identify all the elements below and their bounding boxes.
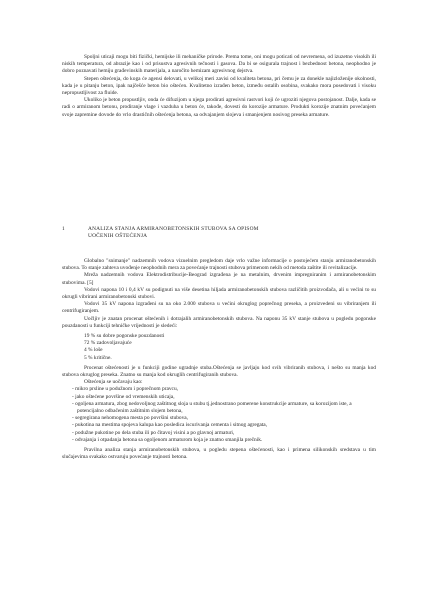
list-item: - ogoljena armatura, zbog nedovoljnog zaštitnog sloja u stubu tj.jednostrano pomerene konstrukcije armature, sa korozijom iste, a potencijalno odbačenim zaštitnim slojem betona,: [72, 400, 352, 415]
intro-paragraph-3: Ukoliko je beton propustljiv, onda će difuzijom u njega prodirati agresivni rastvori koji će ugroziti njegova postojanost. Dalje, kada se radi o armiranom betonu, prodiranje vlage i vazduha u beton će, takođe, dovesti do korozije armature. Produkti korozije znatnim povećanjem svoje zapremine dovode do vrlo drastičnih oštećenja betona, sa odvajanjem slojeva i smanjenjem nosivog preseka armature.: [62, 97, 376, 118]
reliability-list: [62, 333, 376, 362]
body-section: [62, 258, 376, 461]
list-item: - odvajanja i otpadanja betona sa ogoljenom armaturom koja je znatno smanjila prečnik.: [72, 436, 263, 443]
body-paragraph-6: Procenat oštećenosti je u funkciji godine ugradnje stuba.Oštećenja se javljaju kod svih vibriranih stubova, i nešto su manja kod stubova okruglog preseka. Znatno su manja kod okruglih centrifugiranih stubova.: [62, 364, 376, 379]
list-item: 5 % kritične.: [84, 354, 112, 361]
list-item: 4 % loše: [84, 347, 103, 354]
list-item: 72 % zadovoljavajuće: [84, 340, 132, 347]
body-paragraph-3: Vodovi napona 10 i 0,4 kV su podignuti na više desetina hiljada armiranobetonskih stubova različitih proizvođača, ali u većini to su okrugli vibrirani armiranobetonski stubovi.: [62, 286, 376, 301]
section-number: 1: [62, 226, 65, 232]
list-item: - segregirana nehomogena mesta po površini stubova,: [72, 415, 189, 422]
body-paragraph-2: Mreža nadzemnih vodova Elektrodistribucije-Beograd izgrađena je na metalnim, drvenim impregniranim i armiranobetonskim stubovima. [5]: [62, 272, 376, 286]
section-heading: [62, 226, 376, 240]
list-item: - jako oštećene površine od vremenskih uticaja,: [72, 393, 175, 400]
body-paragraph-4: Vodovi 35 kV napona izgrađeni su na oko 2.000 stubova u većini okruglog poprečnog preseka, a proizvedeni su vibriranjem ili centrifugiranjem.: [62, 301, 376, 315]
intro-paragraph-1: Spoljni uticaji mogu biti fizički, hemijske ili mehaničke prirode. Prema tome, oni mogu poticati od nevremena, od izuzetno visokih ili niskih temperatura, od abrazije kao i od prisustva agresivnih tečnosti i gasova. Da bi se osigurala trajnost i bezbednost betona, neophodno je dobro poznavati hemiju građevinskih materijala, a naročito hemizam agresivnog dejstva.: [62, 54, 376, 75]
section-title-line-1: ANALIZA STANJA ARMIRANOBETONSKIH STUBOVA SA OPISOM: [88, 226, 259, 232]
body-paragraph-1: Globalno "snimanje" nadzemnih vodova vizuelnim pregledom daje vrlo važne informacije o postojećem stanju armiranobetonskih stubova. To stanje zahteva uvođenje neophodnih mera za povećanje trajnosti stubova primenom nekih od metoda zaštite ili revitalizacije.: [62, 258, 376, 272]
list-item: - podužne pukotine po dela stuba ili po čitavoj visini a po glavnoj armaturi,: [72, 429, 235, 436]
body-paragraph-5: Uočljiv je znatan procenat oštećenih i dotrajalih armiranobetonskih stubova. Na naponu 35 kV stanje stubova u pogledu pogonske pouzdanosti u funkciji tehničke vrijednosti je sledeći:: [62, 315, 376, 329]
list-item: - mikro prsline u podužnom i poprečnom pravcu,: [72, 386, 178, 393]
intro-paragraph-2: Stepen oštećenja, do koga će agensi delovati, u velikoj meri zavisi od kvaliteta betona, pri čemu je za donekle najizloženije okolnosti, kada je u pitanju beton, ipak najčešće beton bio oštećen. Kvalitetno izrađen beton, između ostalih osobina, svakako mora posedovati i visoku nepropustljivost za fluide.: [62, 75, 376, 97]
section-title-line-2: UOČENIH OŠTEĆENJA: [88, 233, 148, 240]
list-item: - pukotina na mestima spojeva kalupa kao posledica iscurivanja cementa i sitnog agregata,: [72, 422, 268, 429]
damage-list: [62, 386, 376, 444]
intro-section: [62, 54, 376, 119]
body-paragraph-7: Oštećenja se uočavaju kao:: [84, 379, 143, 386]
list-item: 19 % su dobre pogonske pouzdanosti: [84, 333, 165, 340]
body-paragraph-8: Pravilna analiza stanja armiranobetonskih stubova, u pogledu stepena oštećenosti, kao i primena silikonskih sredstava u tim slučajevima svakako ostvaruju povećanje trajnosti betona.: [62, 447, 376, 461]
